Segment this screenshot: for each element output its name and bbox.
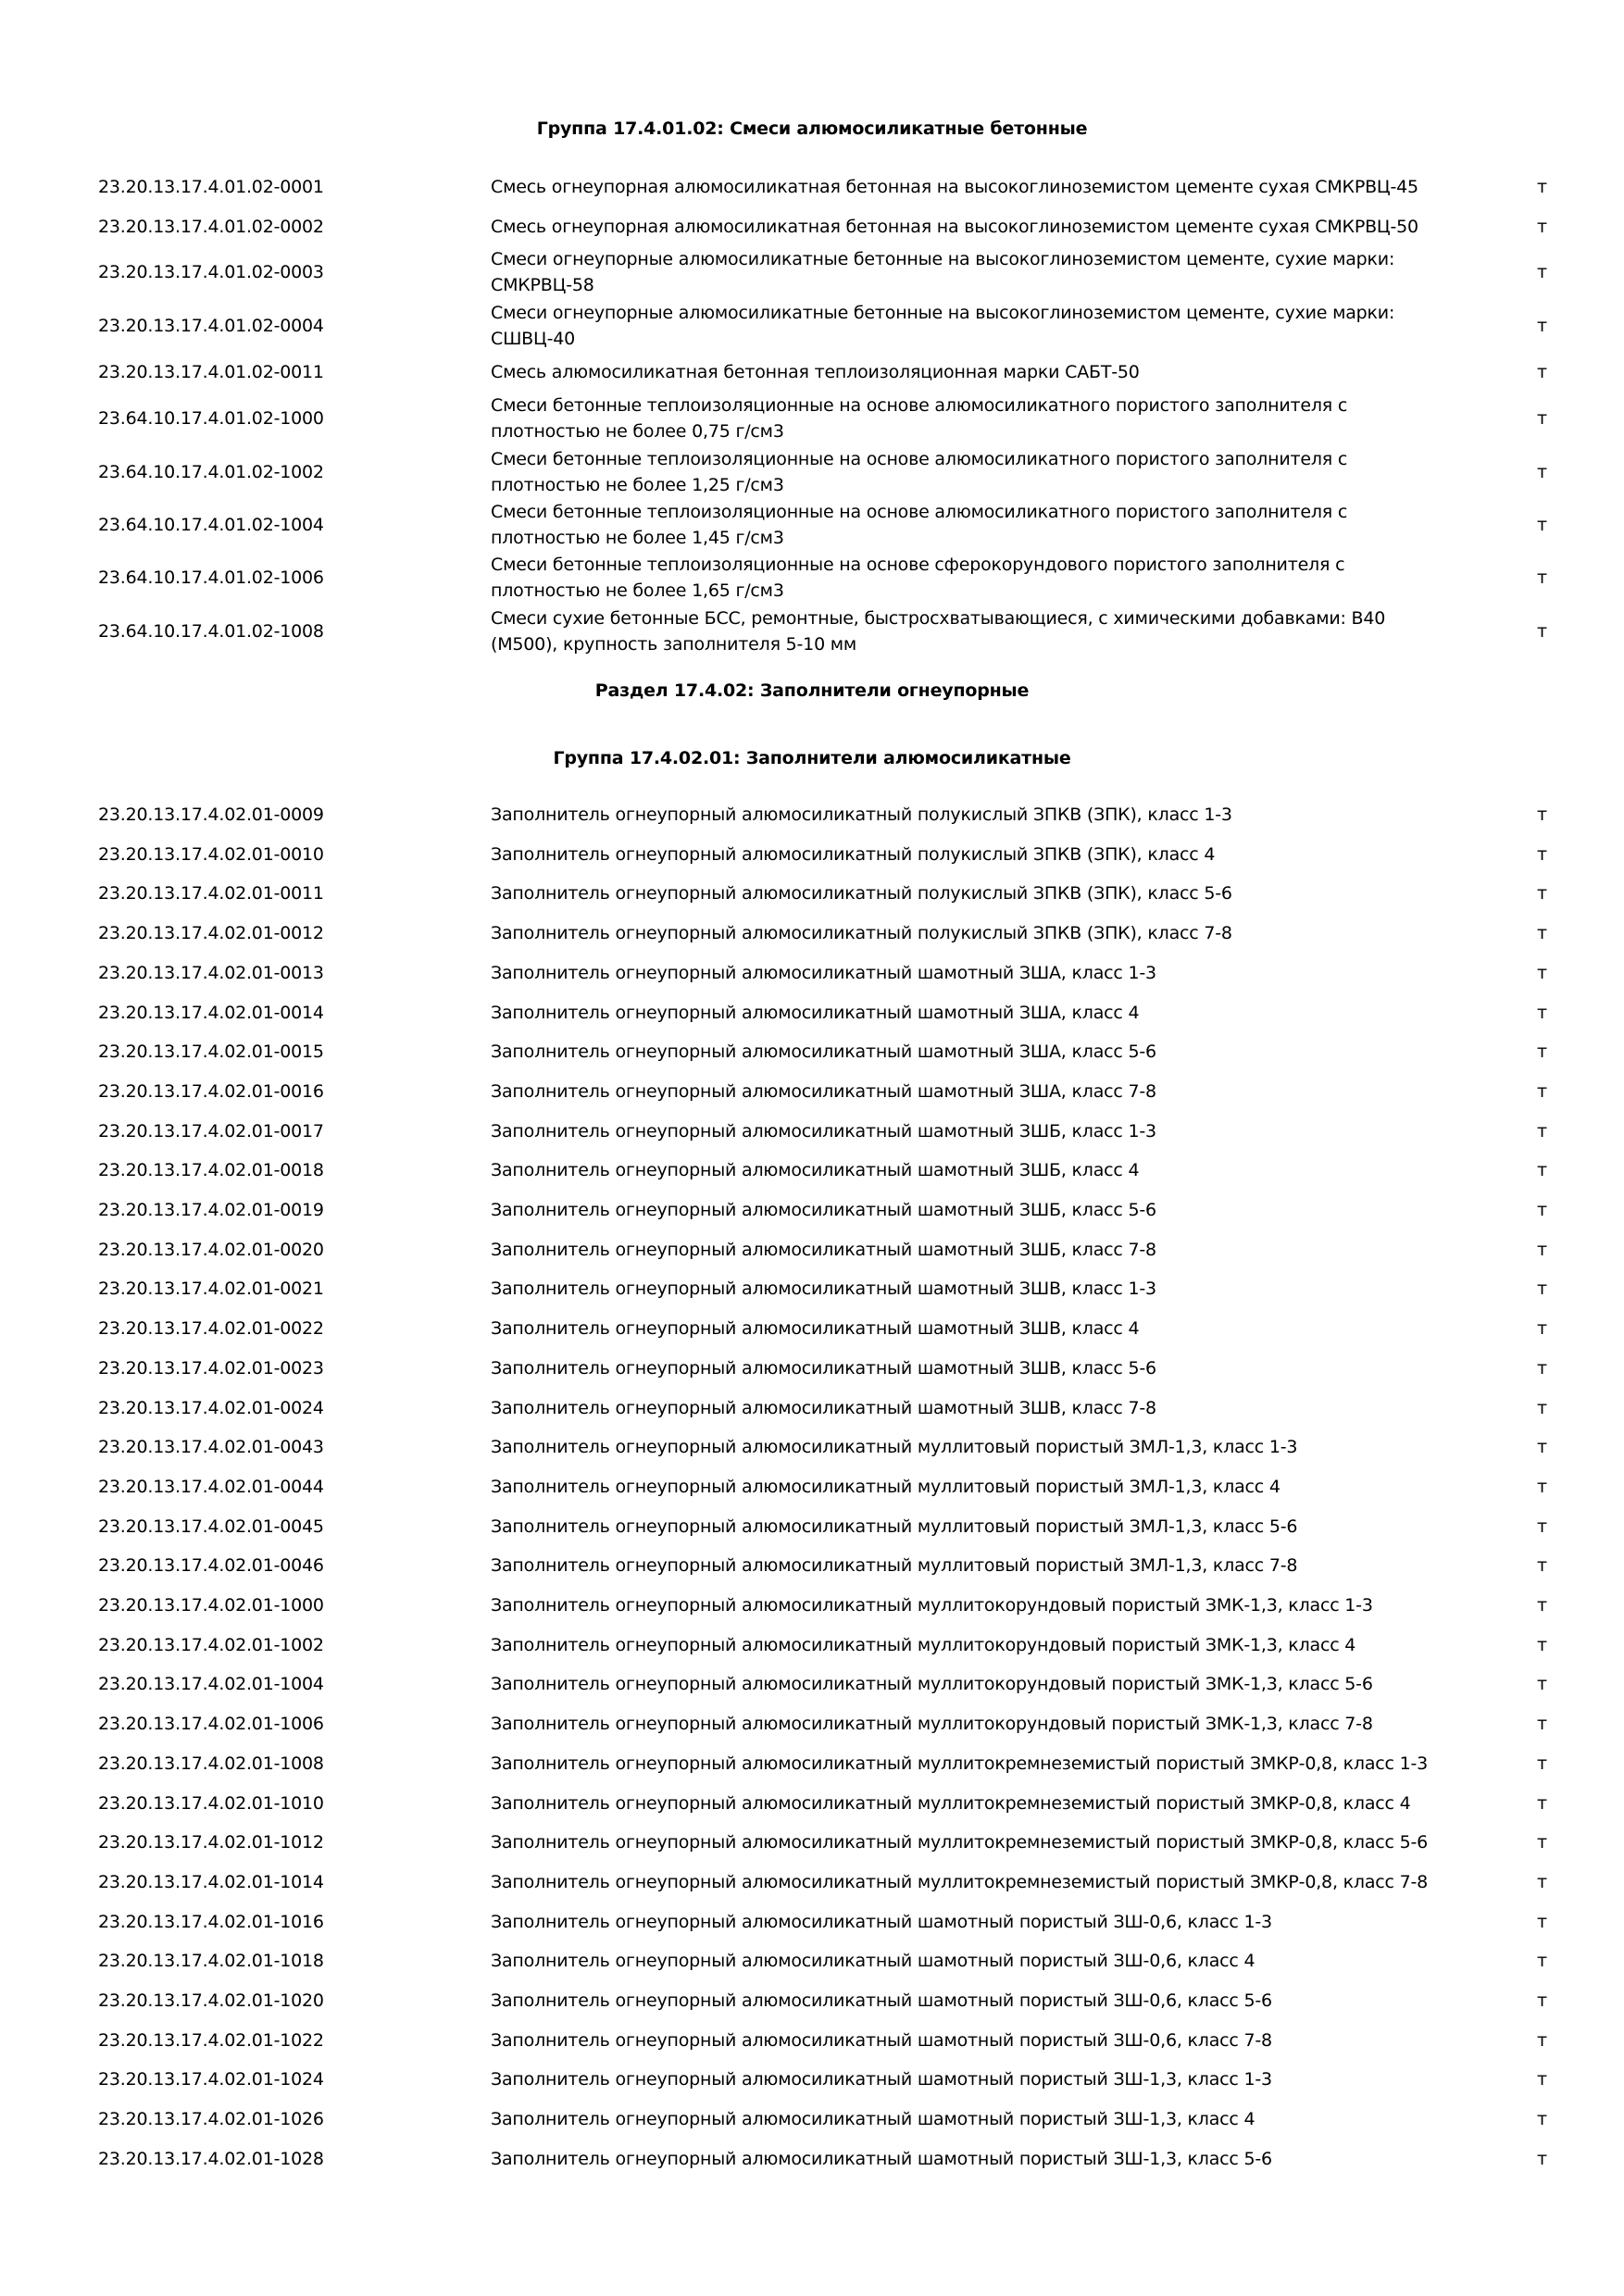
row-unit: т — [1537, 1911, 1547, 1932]
row-unit: т — [1537, 177, 1547, 197]
row-name: Смеси сухие бетонные БСС, ремонтные, быстросхватывающиеся, с химическими добавками: В40 (М500), крупность заполнителя 5-10 мм — [491, 608, 1386, 655]
row-name: Заполнитель огнеупорный алюмосиликатный шамотный пористый ЗШ-0,6, класс 4 — [491, 1951, 1255, 1972]
row-unit: т — [1537, 2069, 1547, 2090]
row-code: 23.20.13.17.4.02.01-1024 — [98, 2069, 324, 2090]
row-unit: т — [1537, 1871, 1547, 1892]
row-code: 23.20.13.17.4.02.01-1002 — [98, 1634, 324, 1655]
row-code: 23.20.13.17.4.02.01-1000 — [98, 1595, 324, 1616]
row-unit: т — [1537, 1042, 1547, 1063]
row-name: Заполнитель огнеупорный алюмосиликатный муллитовый пористый ЗМЛ-1,3, класс 4 — [491, 1476, 1280, 1497]
row-unit: т — [1537, 1753, 1547, 1774]
row-unit: т — [1537, 1634, 1547, 1655]
row-name: Заполнитель огнеупорный алюмосиликатный шамотный пористый ЗШ-1,3, класс 4 — [491, 2109, 1255, 2130]
row-code: 23.64.10.17.4.01.02-1002 — [98, 462, 324, 482]
row-name: Смеси огнеупорные алюмосиликатные бетонные на высокоглиноземистом цементе, сухие марки: СШВЦ-40 — [491, 303, 1395, 349]
row-unit: т — [1537, 568, 1547, 588]
row-code: 23.20.13.17.4.02.01-0016 — [98, 1080, 324, 1102]
row-name: Заполнитель огнеупорный алюмосиликатный муллитокорундовый пористый ЗМК-1,3, класс 7-8 — [491, 1714, 1373, 1735]
row-code: 23.20.13.17.4.01.02-0003 — [98, 262, 324, 282]
row-name: Заполнитель огнеупорный алюмосиликатный шамотный ЗШБ, класс 7-8 — [491, 1239, 1156, 1260]
row-name: Смеси бетонные теплоизоляционные на основе алюмосиликатного пористого заполнителя с плотностью не более 1,45 г/см3 — [491, 502, 1348, 548]
row-code: 23.20.13.17.4.02.01-0021 — [98, 1279, 324, 1300]
row-name: Смеси огнеупорные алюмосиликатные бетонные на высокоглиноземистом цементе, сухие марки: СМКРВЦ-58 — [491, 249, 1395, 295]
row-code: 23.20.13.17.4.01.02-0001 — [98, 177, 324, 197]
row-name: Заполнитель огнеупорный алюмосиликатный шамотный ЗШВ, класс 5-6 — [491, 1357, 1156, 1379]
row-unit: т — [1537, 1674, 1547, 1695]
group-heading-17-4-01-02: Группа 17.4.01.02: Смеси алюмосиликатные бетонные — [536, 119, 1088, 139]
row-unit: т — [1537, 1357, 1547, 1379]
row-code: 23.20.13.17.4.02.01-0009 — [98, 805, 324, 825]
row-code: 23.20.13.17.4.01.02-0002 — [98, 217, 324, 237]
row-code: 23.20.13.17.4.02.01-1010 — [98, 1792, 324, 1814]
row-code: 23.64.10.17.4.01.02-1004 — [98, 515, 324, 535]
row-code: 23.20.13.17.4.02.01-0014 — [98, 1002, 324, 1023]
row-code: 23.20.13.17.4.02.01-1020 — [98, 1990, 324, 2011]
row-code: 23.20.13.17.4.02.01-1006 — [98, 1714, 324, 1735]
row-unit: т — [1537, 843, 1547, 865]
row-name: Заполнитель огнеупорный алюмосиликатный полукислый ЗПКВ (ЗПК), класс 1-3 — [491, 805, 1232, 825]
row-name: Заполнитель огнеупорный алюмосиликатный шамотный ЗШВ, класс 7-8 — [491, 1397, 1156, 1418]
row-unit: т — [1537, 1516, 1547, 1537]
row-unit: т — [1537, 1792, 1547, 1814]
row-unit: т — [1537, 1120, 1547, 1142]
row-code: 23.20.13.17.4.02.01-0022 — [98, 1318, 324, 1340]
row-code: 23.20.13.17.4.02.01-1028 — [98, 2148, 324, 2169]
row-name: Заполнитель огнеупорный алюмосиликатный муллитовый пористый ЗМЛ-1,3, класс 5-6 — [491, 1516, 1298, 1537]
row-unit: т — [1537, 1002, 1547, 1023]
row-name: Заполнитель огнеупорный алюмосиликатный шамотный ЗШБ, класс 5-6 — [491, 1200, 1156, 1220]
row-code: 23.20.13.17.4.02.01-0046 — [98, 1555, 324, 1577]
row-unit: т — [1537, 316, 1547, 336]
row-name: Смесь огнеупорная алюмосиликатная бетонная на высокоглиноземистом цементе сухая СМКРВЦ-50 — [491, 217, 1418, 237]
row-name: Заполнитель огнеупорный алюмосиликатный полукислый ЗПКВ (ЗПК), класс 4 — [491, 843, 1216, 865]
row-code: 23.20.13.17.4.02.01-1004 — [98, 1674, 324, 1695]
row-unit: т — [1537, 1476, 1547, 1497]
row-unit: т — [1537, 1080, 1547, 1102]
row-code: 23.20.13.17.4.02.01-1008 — [98, 1753, 324, 1774]
row-code: 23.64.10.17.4.01.02-1000 — [98, 408, 324, 429]
row-code: 23.20.13.17.4.02.01-1014 — [98, 1871, 324, 1892]
row-name: Заполнитель огнеупорный алюмосиликатный шамотный пористый ЗШ-0,6, класс 5-6 — [491, 1990, 1272, 2011]
row-unit: т — [1537, 883, 1547, 905]
row-unit: т — [1537, 2109, 1547, 2130]
row-name: Заполнитель огнеупорный алюмосиликатный шамотный ЗШБ, класс 4 — [491, 1160, 1140, 1181]
row-unit: т — [1537, 1200, 1547, 1220]
row-name: Заполнитель огнеупорный алюмосиликатный шамотный ЗША, класс 5-6 — [491, 1042, 1156, 1063]
row-name: Заполнитель огнеупорный алюмосиликатный шамотный ЗШВ, класс 4 — [491, 1318, 1140, 1340]
row-unit: т — [1537, 1595, 1547, 1616]
row-code: 23.20.13.17.4.02.01-0043 — [98, 1437, 324, 1458]
row-code: 23.20.13.17.4.02.01-0017 — [98, 1120, 324, 1142]
row-code: 23.20.13.17.4.01.02-0004 — [98, 316, 324, 336]
row-unit: т — [1537, 2029, 1547, 2051]
row-code: 23.20.13.17.4.02.01-0010 — [98, 843, 324, 865]
row-name: Заполнитель огнеупорный алюмосиликатный шамотный ЗШБ, класс 1-3 — [491, 1120, 1156, 1142]
row-code: 23.20.13.17.4.02.01-1012 — [98, 1832, 324, 1853]
row-code: 23.20.13.17.4.02.01-0023 — [98, 1357, 324, 1379]
row-unit: т — [1537, 1397, 1547, 1418]
row-code: 23.20.13.17.4.02.01-1026 — [98, 2109, 324, 2130]
row-code: 23.20.13.17.4.02.01-0024 — [98, 1397, 324, 1418]
row-unit: т — [1537, 262, 1547, 282]
row-name: Заполнитель огнеупорный алюмосиликатный шамотный ЗША, класс 1-3 — [491, 962, 1156, 983]
row-unit: т — [1537, 1832, 1547, 1853]
row-unit: т — [1537, 1951, 1547, 1972]
row-unit: т — [1537, 217, 1547, 237]
row-code: 23.20.13.17.4.02.01-1022 — [98, 2029, 324, 2051]
row-code: 23.20.13.17.4.02.01-0011 — [98, 883, 324, 905]
row-code: 23.20.13.17.4.02.01-0012 — [98, 923, 324, 944]
row-name: Смеси бетонные теплоизоляционные на основе алюмосиликатного пористого заполнителя с плотностью не более 0,75 г/см3 — [491, 395, 1348, 442]
row-name: Заполнитель огнеупорный алюмосиликатный муллитокремнеземистый пористый ЗМКР-0,8, класс 7-8 — [491, 1871, 1429, 1892]
row-name: Заполнитель огнеупорный алюмосиликатный полукислый ЗПКВ (ЗПК), класс 7-8 — [491, 923, 1232, 944]
row-name: Смесь алюмосиликатная бетонная теплоизоляционная марки САБТ-50 — [491, 362, 1140, 382]
row-name: Смесь огнеупорная алюмосиликатная бетонная на высокоглиноземистом цементе сухая СМКРВЦ-45 — [491, 177, 1418, 197]
row-name: Заполнитель огнеупорный алюмосиликатный шамотный пористый ЗШ-0,6, класс 7-8 — [491, 2029, 1272, 2051]
row-name: Заполнитель огнеупорный алюмосиликатный шамотный ЗША, класс 7-8 — [491, 1080, 1156, 1102]
row-name: Заполнитель огнеупорный алюмосиликатный муллитовый пористый ЗМЛ-1,3, класс 7-8 — [491, 1555, 1298, 1577]
row-unit: т — [1537, 1239, 1547, 1260]
row-name: Заполнитель огнеупорный алюмосиликатный муллитокорундовый пористый ЗМК-1,3, класс 5-6 — [491, 1674, 1373, 1695]
row-name: Заполнитель огнеупорный алюмосиликатный муллитокорундовый пористый ЗМК-1,3, класс 4 — [491, 1634, 1356, 1655]
row-code: 23.20.13.17.4.02.01-1016 — [98, 1911, 324, 1932]
row-code: 23.20.13.17.4.02.01-0045 — [98, 1516, 324, 1537]
row-code: 23.64.10.17.4.01.02-1008 — [98, 621, 324, 642]
row-unit: т — [1537, 462, 1547, 482]
row-unit: т — [1537, 408, 1547, 429]
row-code: 23.20.13.17.4.02.01-0018 — [98, 1160, 324, 1181]
row-unit: т — [1537, 1318, 1547, 1340]
row-code: 23.20.13.17.4.02.01-1018 — [98, 1951, 324, 1972]
row-unit: т — [1537, 621, 1547, 642]
row-unit: т — [1537, 1990, 1547, 2011]
row-code: 23.20.13.17.4.02.01-0019 — [98, 1200, 324, 1220]
row-unit: т — [1537, 805, 1547, 825]
row-name: Заполнитель огнеупорный алюмосиликатный муллитокремнеземистый пористый ЗМКР-0,8, класс 4 — [491, 1792, 1411, 1814]
row-name: Заполнитель огнеупорный алюмосиликатный шамотный пористый ЗШ-0,6, класс 1-3 — [491, 1911, 1272, 1932]
group-heading-17-4-02-01: Группа 17.4.02.01: Заполнители алюмосиликатные — [553, 748, 1071, 768]
row-unit: т — [1537, 515, 1547, 535]
row-unit: т — [1537, 1160, 1547, 1181]
row-name: Заполнитель огнеупорный алюмосиликатный шамотный пористый ЗШ-1,3, класс 5-6 — [491, 2148, 1272, 2169]
row-name: Заполнитель огнеупорный алюмосиликатный муллитовый пористый ЗМЛ-1,3, класс 1-3 — [491, 1437, 1298, 1458]
row-name: Заполнитель огнеупорный алюмосиликатный муллитокремнеземистый пористый ЗМКР-0,8, класс 5-6 — [491, 1832, 1429, 1853]
division-heading-17-4-02: Раздел 17.4.02: Заполнители огнеупорные — [594, 680, 1030, 701]
row-code: 23.20.13.17.4.02.01-0015 — [98, 1042, 324, 1063]
row-code: 23.20.13.17.4.02.01-0044 — [98, 1476, 324, 1497]
row-name: Смеси бетонные теплоизоляционные на основе сферокорундового пористого заполнителя с плотностью не более 1,65 г/см3 — [491, 555, 1345, 601]
row-code: 23.64.10.17.4.01.02-1006 — [98, 568, 324, 588]
row-code: 23.20.13.17.4.02.01-0020 — [98, 1239, 324, 1260]
row-unit: т — [1537, 1555, 1547, 1577]
row-name: Заполнитель огнеупорный алюмосиликатный муллитокорундовый пористый ЗМК-1,3, класс 1-3 — [491, 1595, 1373, 1616]
row-name: Смеси бетонные теплоизоляционные на основе алюмосиликатного пористого заполнителя с плотностью не более 1,25 г/см3 — [491, 449, 1348, 495]
row-unit: т — [1537, 2148, 1547, 2169]
row-unit: т — [1537, 1437, 1547, 1458]
row-name: Заполнитель огнеупорный алюмосиликатный муллитокремнеземистый пористый ЗМКР-0,8, класс 1-3 — [491, 1753, 1429, 1774]
row-code: 23.20.13.17.4.01.02-0011 — [98, 362, 324, 382]
row-unit: т — [1537, 362, 1547, 382]
row-unit: т — [1537, 962, 1547, 983]
row-unit: т — [1537, 923, 1547, 944]
row-code: 23.20.13.17.4.02.01-0013 — [98, 962, 324, 983]
row-name: Заполнитель огнеупорный алюмосиликатный шамотный пористый ЗШ-1,3, класс 1-3 — [491, 2069, 1272, 2090]
row-unit: т — [1537, 1279, 1547, 1300]
row-name: Заполнитель огнеупорный алюмосиликатный шамотный ЗША, класс 4 — [491, 1002, 1140, 1023]
row-name: Заполнитель огнеупорный алюмосиликатный шамотный ЗШВ, класс 1-3 — [491, 1279, 1156, 1300]
row-name: Заполнитель огнеупорный алюмосиликатный полукислый ЗПКВ (ЗПК), класс 5-6 — [491, 883, 1232, 905]
row-unit: т — [1537, 1714, 1547, 1735]
